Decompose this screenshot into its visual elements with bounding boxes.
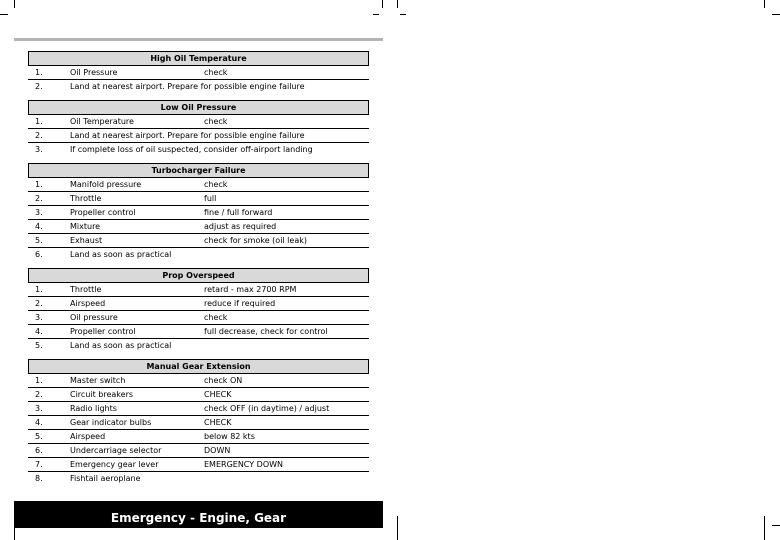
step-item: Undercarriage selector (70, 446, 162, 455)
step-number: 3. (35, 145, 43, 154)
step-action: CHECK (204, 390, 232, 399)
step-item: Land at nearest airport. Prepare for possible engine failure (70, 82, 305, 91)
checklist-section (28, 268, 369, 353)
step-action: check ON (204, 376, 243, 385)
checklist-row (28, 339, 369, 353)
step-number: 2. (35, 131, 43, 140)
crop-mark (764, 0, 765, 8)
step-item: Land as soon as practical (70, 250, 172, 259)
step-item: Circuit breakers (70, 390, 134, 399)
crop-mark (373, 14, 379, 15)
crop-mark (382, 0, 383, 8)
step-item: Airspeed (70, 432, 106, 441)
step-item: Throttle (70, 194, 102, 203)
page-title: Emergency - Engine, Gear (14, 501, 383, 528)
step-item: Airspeed (70, 299, 106, 308)
section-title: Manual Gear Extension (28, 359, 369, 374)
section-title: Low Oil Pressure (28, 100, 369, 115)
crop-mark (400, 14, 406, 15)
step-action: CHECK (204, 418, 232, 427)
step-action: check (204, 68, 228, 77)
step-action: reduce if required (204, 299, 276, 308)
step-number: 4. (35, 222, 43, 231)
step-number: 2. (35, 194, 43, 203)
checklist-section (28, 359, 369, 486)
checklist-row (28, 192, 369, 206)
crop-mark (772, 14, 780, 15)
step-item: Emergency gear lever (70, 460, 159, 469)
checklist-row (28, 472, 369, 486)
step-item: Manifold pressure (70, 180, 142, 189)
step-number: 2. (35, 82, 43, 91)
step-number: 4. (35, 418, 43, 427)
step-number: 3. (35, 313, 43, 322)
step-number: 1. (35, 285, 43, 294)
step-item: Radio lights (70, 404, 117, 413)
step-item: Throttle (70, 285, 102, 294)
checklist-row (28, 80, 369, 94)
checklist-row (28, 297, 369, 311)
checklist-row (28, 115, 369, 129)
step-number: 8. (35, 474, 43, 483)
step-number: 5. (35, 432, 43, 441)
step-item: Oil Pressure (70, 68, 118, 77)
checklist-row (28, 143, 369, 157)
crop-mark (397, 516, 398, 540)
step-action: check for smoke (oil leak) (204, 236, 307, 245)
step-action: EMERGENCY DOWN (204, 460, 284, 469)
checklist-row (28, 458, 369, 472)
checklist-row (28, 178, 369, 192)
step-item: Fishtail aeroplane (70, 474, 141, 483)
checklist-row (28, 283, 369, 297)
step-item: Oil Temperature (70, 117, 134, 126)
step-action: below 82 kts (204, 432, 255, 441)
checklist (28, 51, 369, 486)
step-action: check (204, 313, 228, 322)
section-title: High Oil Temperature (28, 51, 369, 66)
step-number: 1. (35, 180, 43, 189)
checklist-section (28, 163, 369, 262)
step-action: check (204, 117, 228, 126)
step-item: Propeller control (70, 327, 136, 336)
step-number: 4. (35, 327, 43, 336)
checklist-row (28, 325, 369, 339)
step-item: Mixture (70, 222, 101, 231)
step-number: 1. (35, 376, 43, 385)
checklist-row (28, 220, 369, 234)
checklist-row (28, 66, 369, 80)
checklist-row (28, 416, 369, 430)
step-number: 1. (35, 117, 43, 126)
step-action: DOWN (204, 446, 231, 455)
crop-mark (0, 14, 8, 15)
checklist-section (28, 51, 369, 94)
step-action: check OFF (in daytime) / adjust (204, 404, 330, 413)
step-item: Master switch (70, 376, 126, 385)
checklist-row (28, 129, 369, 143)
step-number: 7. (35, 460, 43, 469)
step-item: If complete loss of oil suspected, consider off-airport landing (70, 145, 313, 154)
checklist-row (28, 374, 369, 388)
step-item: Oil pressure (70, 313, 118, 322)
checklist-section (28, 100, 369, 157)
crop-mark (397, 0, 398, 8)
top-rule (14, 38, 383, 41)
step-action: fine / full forward (204, 208, 273, 217)
crop-mark (764, 516, 765, 540)
step-action: check (204, 180, 228, 189)
step-action: full (204, 194, 217, 203)
step-number: 6. (35, 250, 43, 259)
checklist-row (28, 311, 369, 325)
step-item: Land at nearest airport. Prepare for possible engine failure (70, 131, 305, 140)
checklist-row (28, 444, 369, 458)
step-item: Land as soon as practical (70, 341, 172, 350)
checklist-row (28, 388, 369, 402)
crop-mark (14, 0, 15, 8)
step-number: 2. (35, 390, 43, 399)
step-number: 5. (35, 236, 43, 245)
step-action: retard - max 2700 RPM (204, 285, 297, 294)
checklist-row (28, 430, 369, 444)
checklist-row (28, 234, 369, 248)
step-action: full decrease, check for control (204, 327, 328, 336)
step-number: 3. (35, 404, 43, 413)
checklist-row (28, 206, 369, 220)
checklist-row (28, 248, 369, 262)
section-title: Prop Overspeed (28, 268, 369, 283)
step-number: 1. (35, 68, 43, 77)
step-item: Exhaust (70, 236, 103, 245)
step-number: 6. (35, 446, 43, 455)
step-item: Propeller control (70, 208, 136, 217)
checklist-row (28, 402, 369, 416)
step-action: adjust as required (204, 222, 277, 231)
step-number: 3. (35, 208, 43, 217)
crop-mark (772, 525, 780, 526)
step-number: 2. (35, 299, 43, 308)
step-number: 5. (35, 341, 43, 350)
section-title: Turbocharger Failure (28, 163, 369, 178)
step-item: Gear indicator bulbs (70, 418, 152, 427)
